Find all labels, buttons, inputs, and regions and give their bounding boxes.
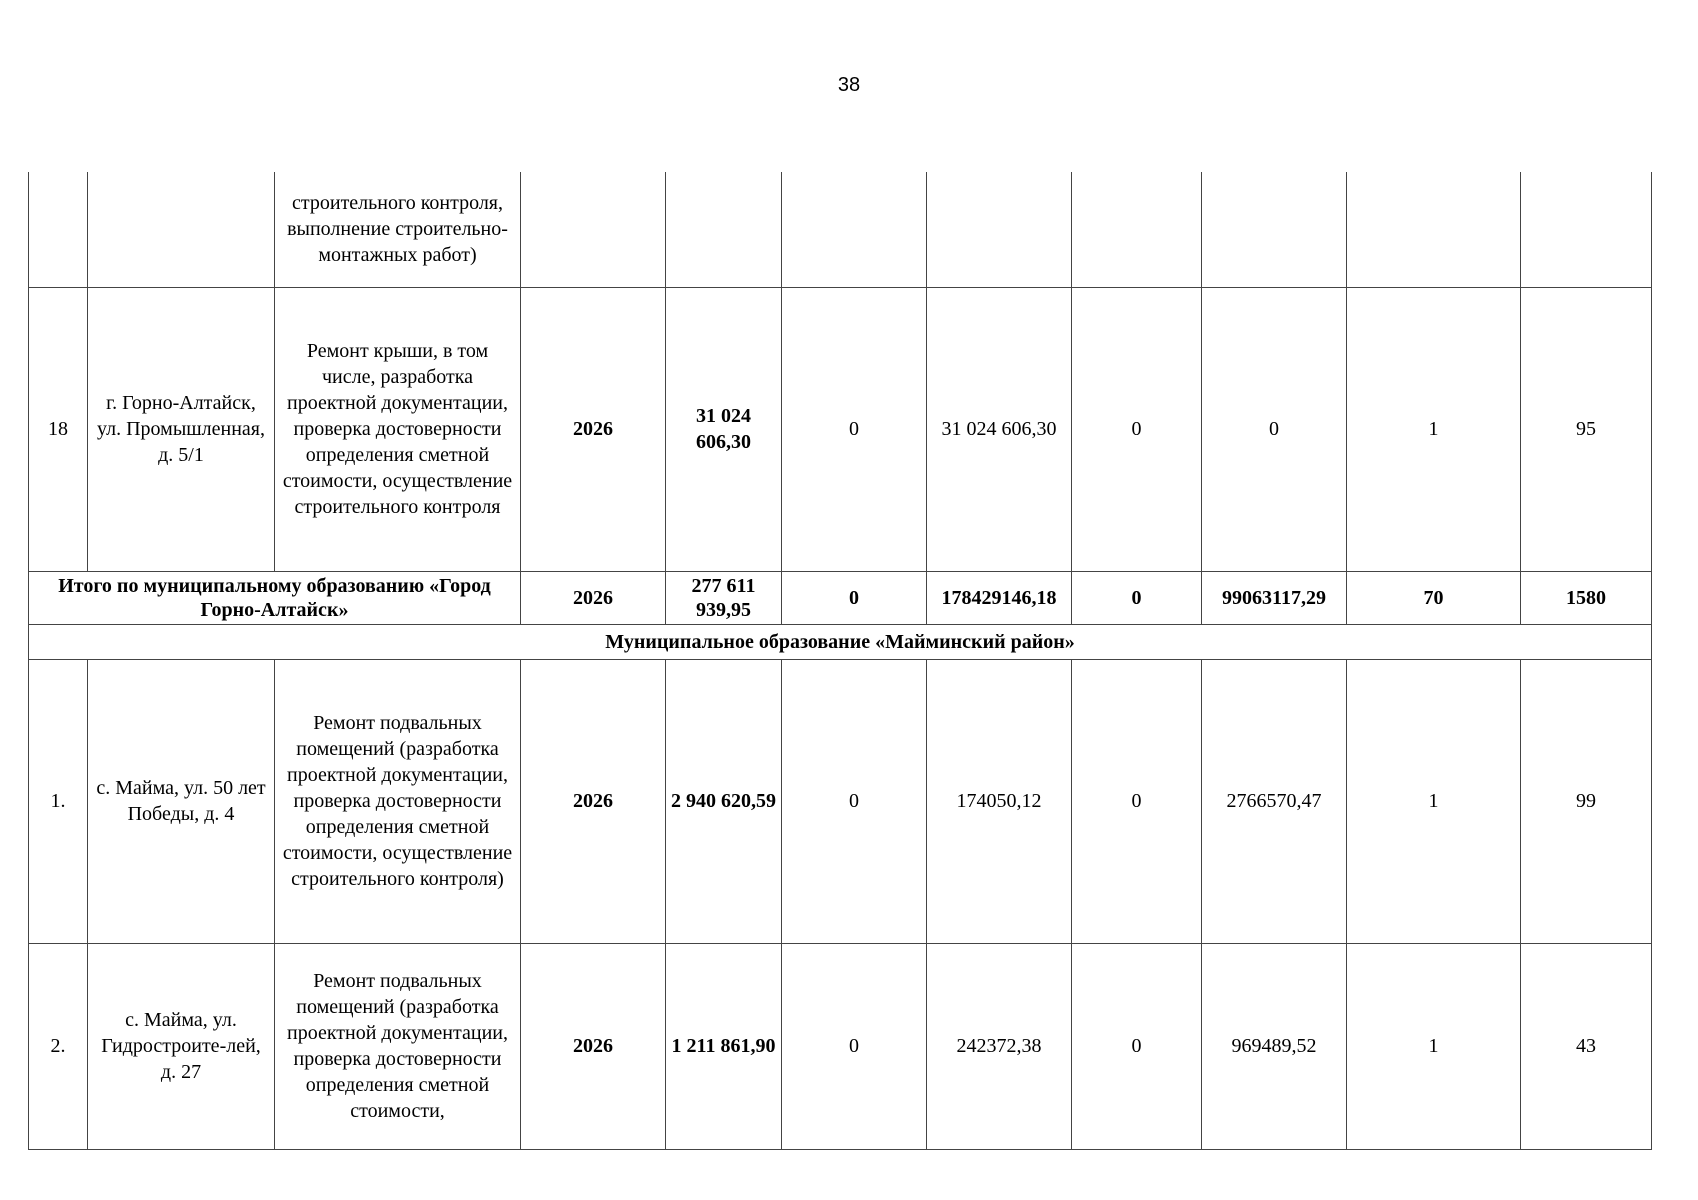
cell-value: 2766570,47 [1202, 659, 1347, 943]
section-title: Муниципальное образование «Майминский район» [29, 624, 1652, 659]
cell-value: 1580 [1521, 571, 1652, 624]
cell-value: 969489,52 [1202, 943, 1347, 1149]
total-row [29, 571, 1652, 624]
total-label: Итого по муниципальному образованию «Город Горно-Алтайск» [29, 571, 521, 624]
cell-num [29, 172, 88, 287]
cell-value: 242372,38 [927, 943, 1072, 1149]
cell-work: строительного контроля, выполнение строительно-монтажных работ) [275, 172, 521, 287]
cell-value: 0 [1072, 287, 1202, 571]
cell-work: Ремонт подвальных помещений (разработка проектной документации, проверка достоверности определения сметной стоимости, [275, 943, 521, 1149]
cell-value: 0 [782, 659, 927, 943]
cell-address: г. Горно-Алтайск, ул. Промышленная, д. 5/1 [88, 287, 275, 571]
cell-value: 0 [782, 287, 927, 571]
table-row-continued [29, 172, 1652, 287]
cell-value: 31 024 606,30 [927, 287, 1072, 571]
cell-year: 2026 [521, 287, 666, 571]
cell-value: 0 [1072, 659, 1202, 943]
cell-value: 174050,12 [927, 659, 1072, 943]
cell-value: 178429146,18 [927, 571, 1072, 624]
cell-total: 1 211 861,90 [666, 943, 782, 1149]
section-header-row [29, 624, 1652, 659]
cell-value: 1 [1347, 943, 1521, 1149]
cell-total: 2 940 620,59 [666, 659, 782, 943]
cell-year: 2026 [521, 943, 666, 1149]
cell-value: 0 [782, 943, 927, 1149]
cell-address: с. Майма, ул. 50 лет Победы, д. 4 [88, 659, 275, 943]
cell-value: 95 [1521, 287, 1652, 571]
cell-year: 2026 [521, 571, 666, 624]
cell-value: 1 [1347, 659, 1521, 943]
cell-value: 1 [1347, 287, 1521, 571]
capital-repair-table [28, 172, 1652, 1150]
cell-address: с. Майма, ул. Гидростроите-лей, д. 27 [88, 943, 275, 1149]
cell-value: 99063117,29 [1202, 571, 1347, 624]
cell-value: 0 [782, 571, 927, 624]
cell-num: 18 [29, 287, 88, 571]
cell-total: 31 024 606,30 [666, 287, 782, 571]
cell-num: 1. [29, 659, 88, 943]
cell-year: 2026 [521, 659, 666, 943]
cell-address [88, 172, 275, 287]
cell-value: 0 [1072, 571, 1202, 624]
cell-value: 70 [1347, 571, 1521, 624]
table-row [29, 287, 1652, 571]
cell-total: 277 611 939,95 [666, 571, 782, 624]
cell-value: 0 [1072, 943, 1202, 1149]
cell-num: 2. [29, 943, 88, 1149]
cell-value: 43 [1521, 943, 1652, 1149]
cell-work: Ремонт подвальных помещений (разработка проектной документации, проверка достоверности определения сметной стоимости, осуществление строительного контроля) [275, 659, 521, 943]
page-number: 38 [837, 74, 861, 96]
cell-work: Ремонт крыши, в том числе, разработка проектной документации, проверка достоверности определения сметной стоимости, осуществление строительного контроля [275, 287, 521, 571]
cell-value: 99 [1521, 659, 1652, 943]
table-row [29, 659, 1652, 943]
cell-value: 0 [1202, 287, 1347, 571]
table-row [29, 943, 1652, 1149]
